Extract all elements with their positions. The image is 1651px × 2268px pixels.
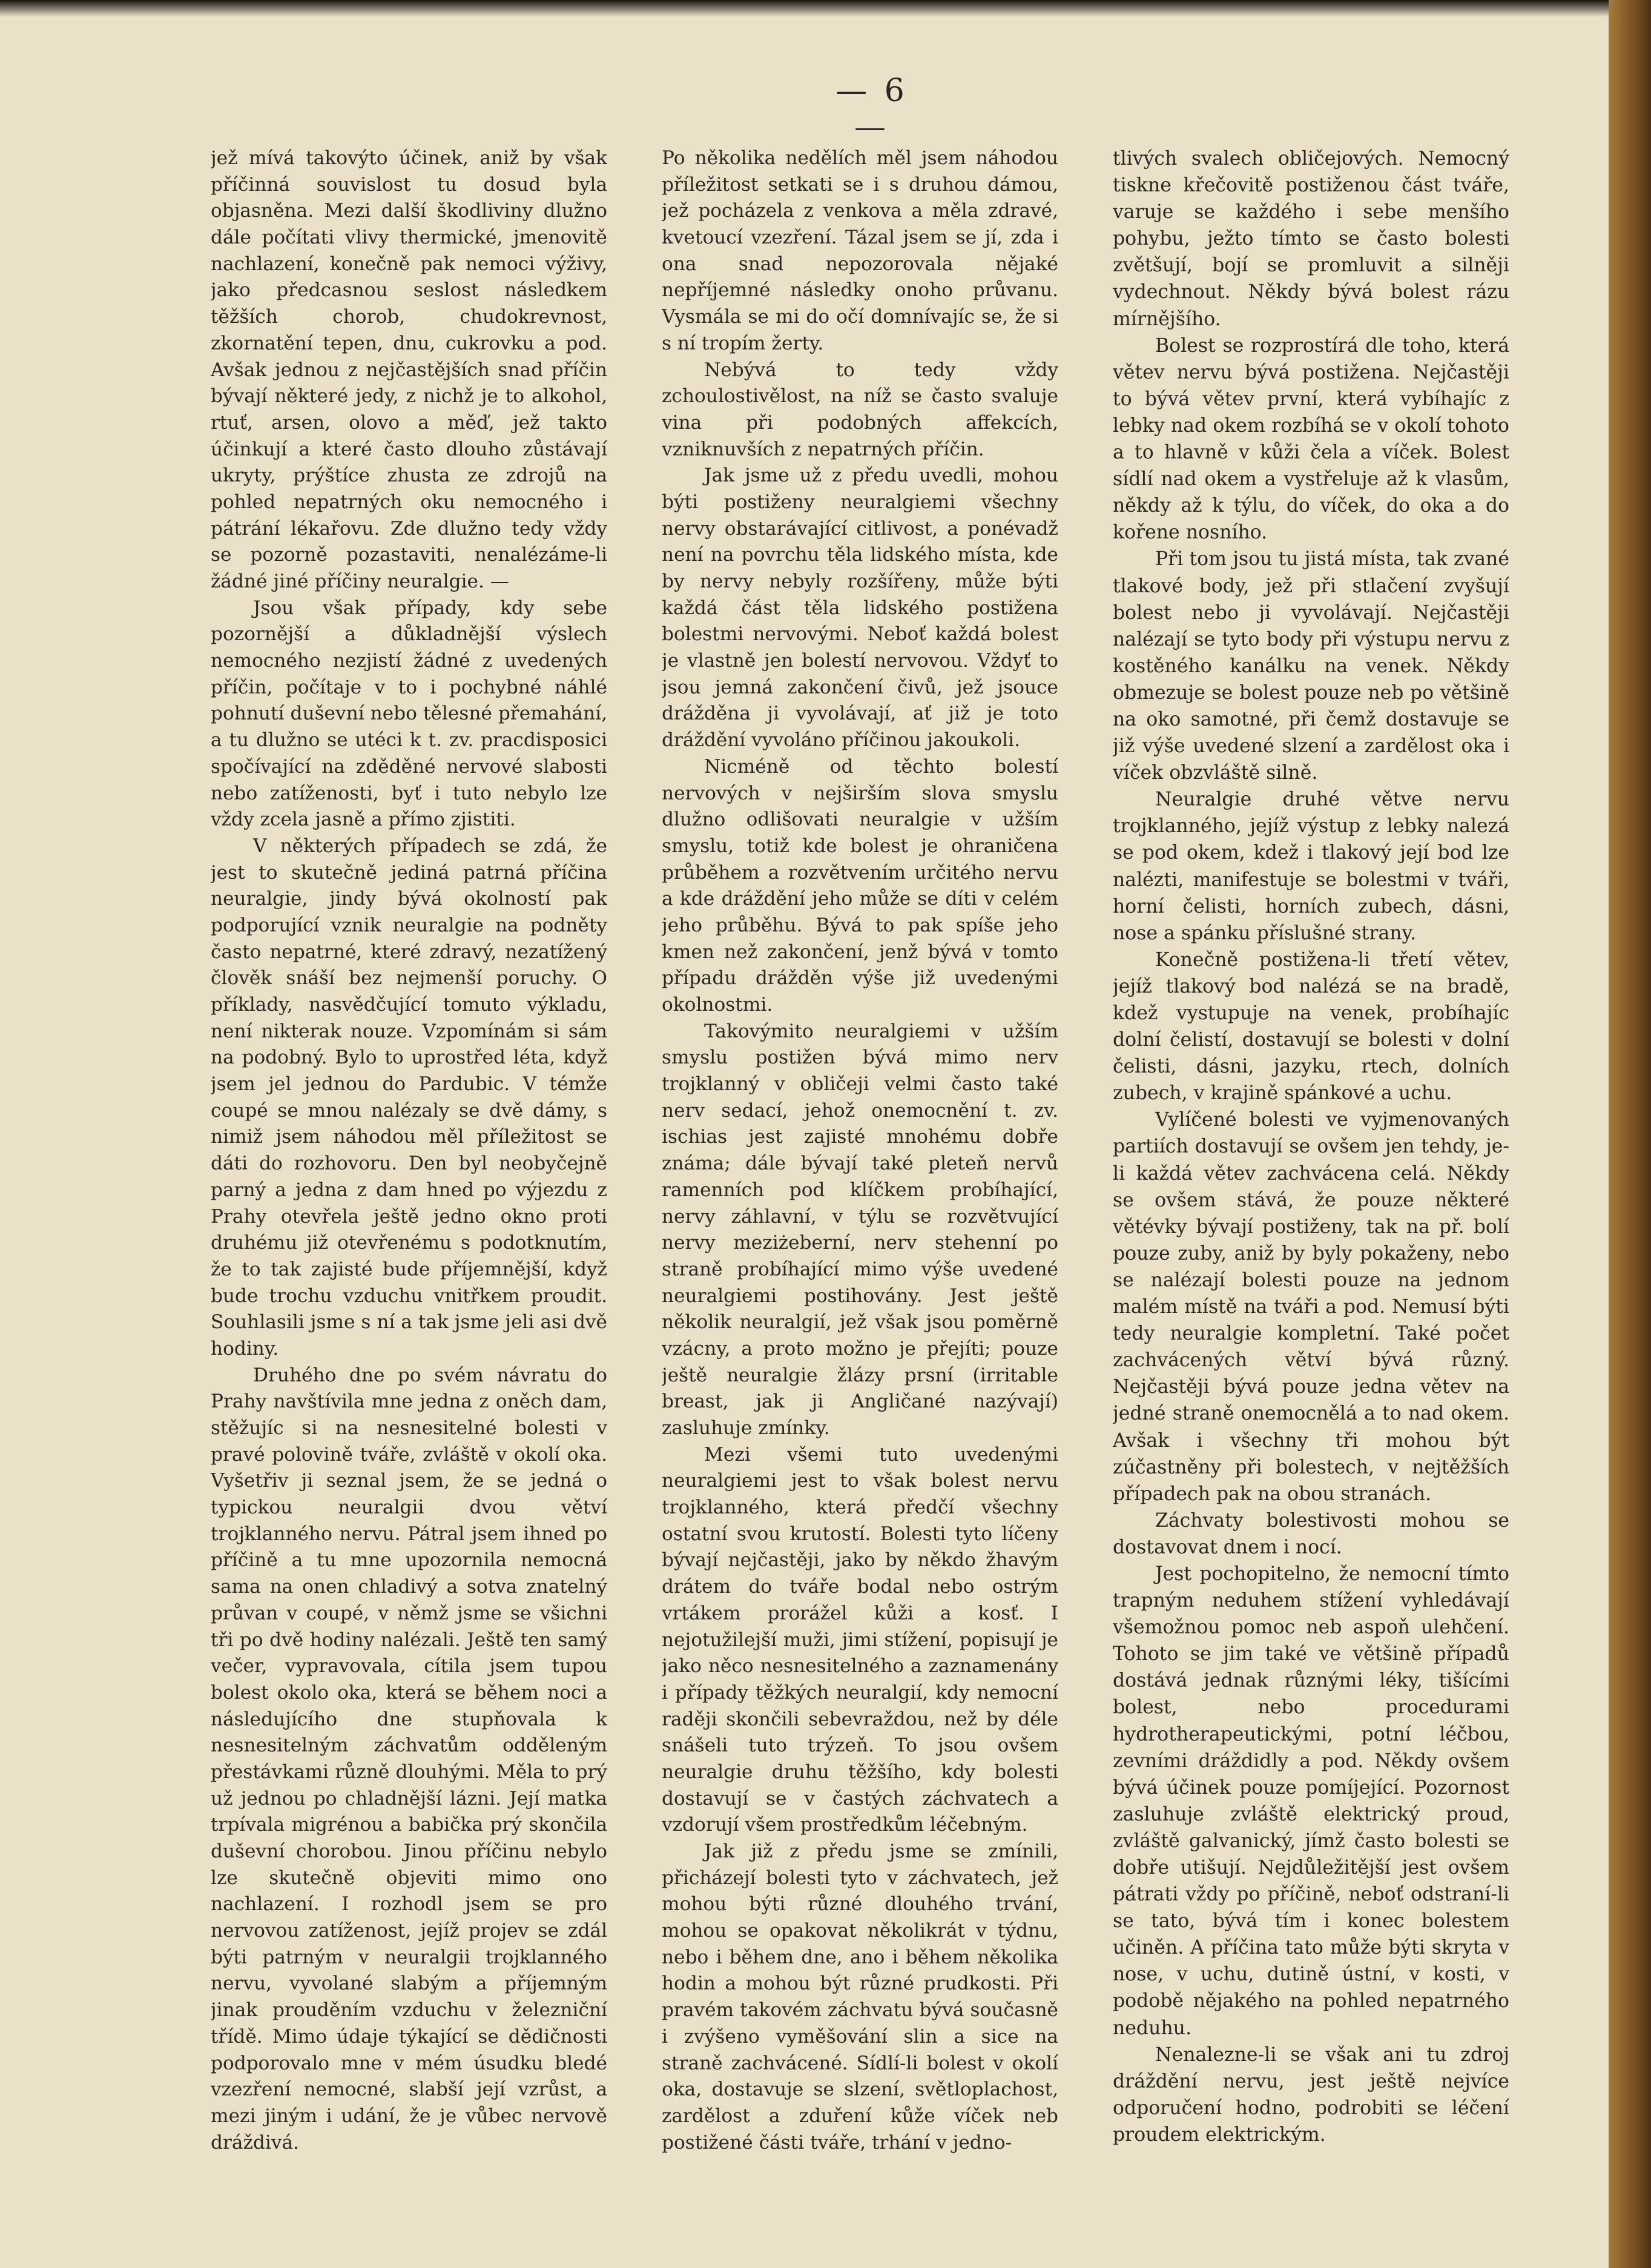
paragraph: Druhého dne po svém návratu do Prahy navštívila mne jedna z oněch dam, stěžujíc si na nesnesitelné bolesti v pravé polovině tváře, zvláště v okolí oka. Vyšetřiv ji seznal jsem, že se jedná o typickou neuralgii dvou větví trojklanného nervu. Pátral jsem ihned po příčině a tu mne upozornila nemocná sama na onen chladivý a sotva znatelný průvan v coupé, v němž jsme se všichni tři po dvě hodiny nalézali. Ještě ten samý večer, vypravovala, cítila jsem tupou bolest okolo oka, která se během noci a následujícího dne stupňovala k nesnesitelným záchvatům odděleným přestávkami různě dlouhými. Měla to prý už jednou po chladnější lázni. Její matka trpívala migrénou a babička prý skončila duševní chorobou. Jinou příčinu nebylo lze skutečně objeviti mimo ono nachlazení. I rozhodl jsem se pro nervovou zatíženost, jejíž projev se zdál býti patrným v neuralgii trojklanného nervu, vyvolané slabým a příjemným jinak prouděním vzduchu v železniční třídě. Mimo údaje týkající se dědičnosti podporovalo mne v mém úsudku bledé vzezření nemocné, slabší její vzrůst, a mezi jiným i udání, že je vůbec nervově dráždivá. [211,1364,607,2154]
scan-top-shadow [0,0,1651,17]
paragraph: Takovýmito neuralgiemi v užším smyslu postižen bývá mimo nerv trojklanný v obličeji velmi často také nerv sedací, jehož onemocnění t. zv. ischias jest zajisté mnohému dobře známa; dále bývají také pleteň nervů ramenních pod klíčkem probíhající, nervy záhlavní, v týlu se rozvětvující nervy meziżeberní, nerv stehenní po straně probíhající mimo výše uvedené neuralgiemi postihovány. Jest ještě několik neuralgií, jež však jsou poměrně vzácny, a proto možno je přejíti; pouze ještě neuralgie žlázy prsní (irritable breast, jak ji Angličané nazývají) zasluhuje zmínky. [662,1020,1058,1439]
paragraph: Nebývá to tedy vždy zchoulostivělost, na níž se často svaluje vina při podobných affekcích, vzniknuvších z nepatrných příčin. [662,359,1058,460]
paragraph: Jak jsme už z předu uvedli, mohou býti postiženy neuralgiemi všechny nervy obstarávající citlivost, a ponévadž není na povrchu těla lidského místa, kde by nervy nebyly rozšířeny, může býti každá část těla lidského postižena bolestmi nervovými. Neboť každá bolest je vlastně jen bolestí nervovou. Vždyť to jsou jemná zakončení čivů, jež jsouce drážděna ji vyvolávají, ať již je toto dráždění vyvoláno příčinou jakoukoli. [662,465,1058,752]
paragraph: Jsou však případy, kdy sebe pozornější a důkladnější výslech nemocného nezjistí žádné z uvedených příčin, počítaje v to i pochybné náhlé pohnutí duševní nebo tělesné přemahání, a tu dlužno se utéci k t. zv. pracdisposici spočívající na zděděné nervové slabosti nebo zatíženosti, byť i tuto nebylo lze vždy zcela jasně a přímo zjistiti. [211,597,607,831]
paragraph: Nenalezne-li se však ani tu zdroj dráždění nervu, jest ještě nejvíce odporučení hodno, podrobiti se léčení proudem elektrickým. [1113,2043,1509,2146]
paragraph: tlivých svalech obličejových. Nemocný tiskne křečovitě postiženou část tváře, varuje se každého i sebe menšího pohybu, ježto tímto se často bolesti zvětšují, bojí se promluvit a silněji vydechnout. Někdy bývá bolest rázu mírnějšího. [1113,148,1509,330]
paragraph: Jest pochopitelno, že nemocní tímto trapným neduhem stížení vyhledávají všemožnou pomoc neb aspoň ulehčení. Tohoto se jim také ve většině případů dostává jednak různými léky, tišícími bolest, nebo procedurami hydrotherapeutickými, potní léčbou, zevními dráždidly a pod. Někdy ovšem bývá účinek pouze pomíjející. Pozornost zasluhuje zvláště elektrický proud, zvláště galvanický, jímž často bolesti se dobře utišují. Nejdůležitější jest ovšem pátrati vždy po příčině, neboť odstraní-li se tato, bývá tím i konec bolestem učiněn. A příčina tato může býti skryta v nose, v uchu, dutině ústní, v kosti, v podobě nějakého na pohled nepatrného neduhu. [1113,1562,1509,2039]
paragraph: Nicméně od těchto bolestí nervových v nejširším slova smyslu dlužno odlišovati neuralgie v užším smyslu, totiž kde bolest je ohraničena průběhem a rozvětvením určitého nervu a kde dráždění jeho může se díti v celém jeho průběhu. Bývá to pak spíše jeho kmen než zakončení, jenž bývá v tomto případu drážděn výše již uvedenými okolnostmi. [662,755,1058,1016]
text-column-1 [211,145,607,2162]
paragraph: Jak již z předu jsme se zmínili, přicházejí bolesti tyto v záchvatech, jež mohou býti různé dlouhého trvání, mohou se opakovat několikrát v týdnu, nebo i během dne, ano i během několika hodin a mohou být různé prudkosti. Při pravém takovém záchvatu bývá současně i zvýšeno vyměšování slin a sice na straně zachvácené. Sídlí-li bolest v okolí oka, dostavuje se slzení, světloplachost, zardělost a zduření kůže víček neb postižené části tváře, trhání v jedno- [662,1840,1058,2154]
text-column-2 [662,145,1058,2162]
paragraph: Při tom jsou tu jistá místa, tak zvané tlakové body, jež při stlačení zvyšují bolest nebo ji vyvolávají. Nejčastěji nalézají se tyto body při výstupu nervu z kostěného kanálku na venek. Někdy obmezuje se bolest pouze neb po většině na oko samotné, při čemž dostavuje se již výše uvedené slzení a zardělost oka i víček obzvláště silně. [1113,548,1509,784]
page-edge-binding [1609,0,1651,2268]
paragraph: jež mívá takovýto účinek, aniž by však příčinná souvislost tu dosud byla objasněna. Mezi další škodliviny dlužno dále počítati vlivy thermické, jmenovitě nachlazení, konečně pak nemoci výživy, jako předcasnou seslost následkem těžších chorob, chudokrevnost, zkornatění tepen, dnu, cukrovku a pod. Avšak jednou z nejčastějších snad příčin bývají některé jedy, z nichž je to alkohol, rtuť, arsen, olovo a měď, jež takto účinkují a které často dlouho zůstávají ukryty, prýštíce zhusta ze zdrojů na pohled nepatrných oku nemocného i pátrání lékařovu. Zde dlužno tedy vždy se pozorně pozastaviti, nenalézáme-li žádné jiné příčiny neuralgie. — [211,147,607,592]
page-number: — 6 — [835,73,908,145]
paragraph: Záchvaty bolestivosti mohou se dostavovat dnem i nocí. [1113,1509,1509,1558]
paragraph: Po několika nedělích měl jsem náhodou příležitost setkati se i s druhou dámou, jež pocházela z venkova a měla zdravé, kvetoucí vzezření. Tázal jsem se jí, zda i ona snad nepozorovala nějaké nepříjemné následky onoho průvanu. Vysmála se mi do očí domnívajíc se, že si s ní tropím žerty. [662,147,1058,354]
paragraph: Konečně postižena-li třetí větev, jejíž tlakový bod nalézá se na bradě, kdež vystupuje na venek, probíhajíc dolní čelistí, dostavují se bolesti v dolní čelisti, dásni, jazyku, rtech, dolních zubech, v krajině spánkové a uchu. [1113,948,1509,1105]
paragraph: V některých případech se zdá, že jest to skutečně jediná patrná příčina neuralgie, jindy bývá okolností pak podporující vznik neuralgie na podněty často nepatrné, které zdravý, nezatížený člověk snáší bez nejmenší poruchy. O příklady, nasvědčující tomuto výkladu, není nikterak nouze. Vzpomínám si sám na podobný. Bylo to uprostřed léta, když jsem jel jednou do Pardubic. V témže coupé se mnou nalézaly se dvě dámy, s nimiž jsem náhodou měl příležitost se dáti do rozhovoru. Den byl neobyčejně parný a jedna z dam hned po výjezdu z Prahy otevřela ještě jedno okno proti druhému již otevřenému s podotknutím, že to tak zajisté bude příjemnější, když bude trochu vzduchu vnitřkem proudit. Souhlasili jsme s ní a tak jsme jeli asi dvě hodiny. [211,835,607,1360]
paragraph: Mezi všemi tuto uvedenými neuralgiemi jest to však bolest nervu trojklanného, která předčí všechny ostatní svou krutostí. Bolesti tyto líčeny bývají nejčastěji, jako by někdo žhavým drátem do tváře bodal nebo ostrým vrtákem prorážel kůži a kosť. I nejotužilejší muži, jimi stížení, popisují je jako něco nesnesitelného a zaznamenány i případy těžkých neuralgií, kdy nemocní raději skončili sebevraždou, než by déle snášeli tuto trýzeň. To jsou ovšem neuralgie druhu těžšího, kdy bolesti dostavují se v častých záchvatech a vzdorují všem prostředkům léčebným. [662,1443,1058,1836]
paragraph: Vylíčené bolesti ve vyjmenovaných partiích dostavují se ovšem jen tehdy, je-li každá větev zachvácena celá. Někdy se ovšem stává, že pouze některé větévky bývají postiženy, tak na př. bolí pouze zuby, aniž by byly pokaženy, nebo se nalézají bolesti pouze na jednom malém místě na tváři a pod. Nemusí býti tedy neuralgie kompletní. Také počet zachvácených větví bývá různý. Nejčastěji bývá pouze jedna větev na jedné straně onemocnělá a to nad okem. Avšak i všechny tři mohou být zúčastněny při bolestech, v nejtěžších případech pak na obou stranách. [1113,1109,1509,1505]
text-column-3 [1113,145,1509,2162]
paragraph: Neuralgie druhé větve nervu trojklanného, jejíž výstup z lebky nalezá se pod okem, kdež i tlakový její bod lze nalézti, manifestuje se bolestmi v tváři, horní čelisti, horních zubech, dásni, nose a spánku příslušné strany. [1113,789,1509,944]
paragraph: Bolest se rozprostírá dle toho, která větev nervu bývá postižena. Nejčastěji to bývá větev první, která vybíhajíc z lebky nad okem rozbíhá se v okolí tohoto a to hlavně v kůži čela a víček. Bolest sídlí nad okem a vystřeluje až k vlasům, někdy až k týlu, do víček, do oka a do kořene nosního. [1113,334,1509,544]
